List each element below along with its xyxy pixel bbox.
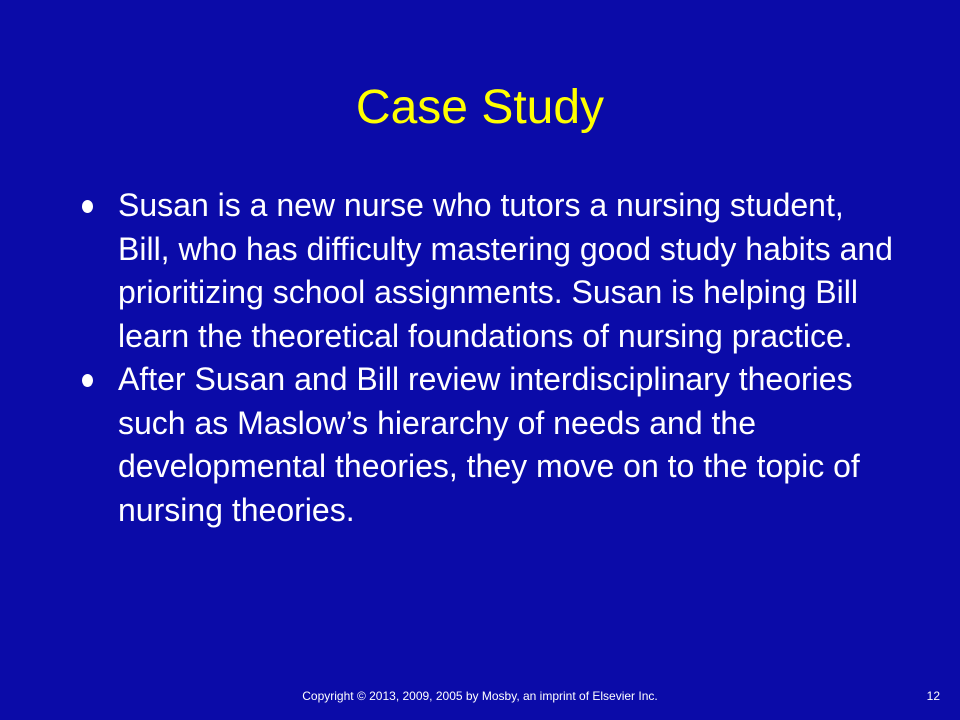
page-number: 12 (926, 689, 940, 703)
bullet-icon (82, 374, 93, 387)
bullet-text: After Susan and Bill review interdisciplinary theories such as Maslow’s hierarchy of needs and the developmental theories, they move on to the topic of nursing theories. (118, 361, 860, 528)
slide-title: Case Study (355, 81, 605, 134)
bullet-text: Susan is a new nurse who tutors a nursing student, Bill, who has difficulty mastering good study habits and prioritizing school assignments. Susan is helping Bill learn the theoretical foundations of nursing practice. (118, 187, 893, 354)
bullet-list (78, 184, 898, 532)
bullet-item (78, 358, 898, 532)
bullet-item (78, 184, 898, 358)
bullet-icon (82, 200, 93, 213)
copyright-footer: Copyright © 2013, 2009, 2005 by Mosby, an imprint of Elsevier Inc. (302, 689, 658, 703)
